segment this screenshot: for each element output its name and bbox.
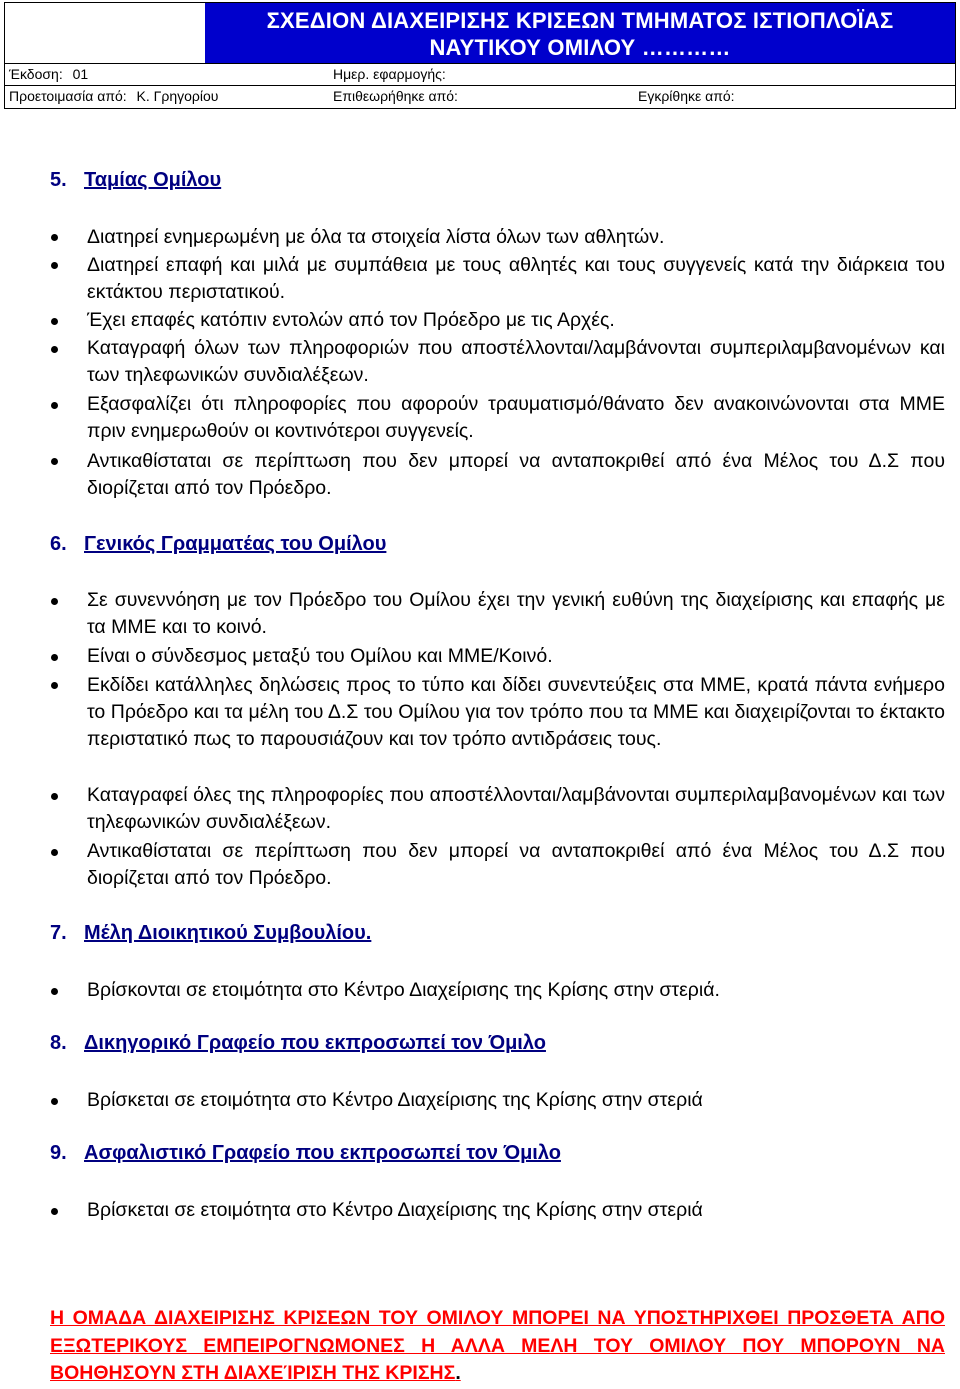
bullet-icon [51, 458, 58, 465]
section-number: 6. [50, 533, 67, 555]
bullet-icon [51, 793, 58, 800]
bullet-icon [51, 682, 58, 689]
section-heading-5 [50, 169, 221, 192]
prepared-cell [5, 86, 329, 108]
document-header [4, 2, 956, 109]
section-title: Ασφαλιστικό Γραφείο που εκπροσωπεί τον Όμιλο [84, 1142, 561, 1164]
bullet-icon [51, 654, 58, 661]
header-title-row [5, 3, 955, 64]
document-title-line1: ΣΧΕΔΙΟΝ ΔΙΑΧΕΙΡΙΣΗΣ ΚΡΙΣΕΩΝ ΤΜΗΜΑΤΟΣ ΙΣΤΙΟΠΛΟΪΑΣ [266, 8, 894, 33]
edition-label: Έκδοση: [9, 66, 63, 82]
section-title: Δικηγορικό Γραφείο που εκπροσωπεί τον Όμιλο [84, 1032, 546, 1054]
header-empty-cell [634, 64, 955, 85]
crisis-team-note-text: Η ΟΜΑΔΑ ΔΙΑΧΕΙΡΙΣΗΣ ΚΡΙΣΕΩΝ ΤΟΥ ΟΜΙΛΟΥ ΜΠΟΡΕΙ ΝΑ ΥΠΟΣΤΗΡΙΧΘΕΙ ΠΡΟΣΘΕΤΑ ΑΠΟ ΕΞΩΤΕΡΙΚΟΥΣ ΕΜΠΕΙΡΟΓΝΩΜΟΝΕΣ Η ΑΛΛΑ ΜΕΛΗ ΤΟΥ ΟΜΙΛΟΥ ΠΟΥ ΜΠΟΡΟΥΝ ΝΑ ΒΟΗΘΗΣΟΥΝ ΣΤΗ ΔΙΑΧΕΊΡΙΣΗ ΤΗΣ ΚΡΙΣΗΣ [50, 1307, 945, 1384]
list-item: Βρίσκεται σε ετοιμότητα στο Κέντρο Διαχείρισης της Κρίσης στην στεριά [87, 1199, 703, 1221]
bullet-icon [51, 1208, 58, 1215]
reviewed-label: Επιθεωρήθηκε από: [333, 88, 458, 104]
document-title-line2: ΝΑΥΤΙΚΟΥ ΟΜΙΛΟΥ ………… [429, 35, 731, 60]
list-item: Είναι ο σύνδεσμος μεταξύ του Ομίλου και ΜΜΕ/Κοινό. [87, 645, 553, 667]
prepared-value: Κ. Γρηγορίου [136, 88, 219, 104]
document-title [205, 3, 955, 63]
list-item: Διατηρεί επαφή και μιλά με συμπάθεια με τους αθλητές και τους συγγενείς κατά την διάρκεια του εκτάκτου περιστατικού. [87, 254, 945, 303]
bullet-icon [51, 598, 58, 605]
bullet-icon [51, 346, 58, 353]
bullet-icon [51, 402, 58, 409]
apply-date-cell [329, 64, 634, 85]
section-heading-9 [50, 1142, 561, 1165]
section-title: Ταμίας Ομίλου [84, 169, 222, 191]
bullet-icon [51, 1098, 58, 1105]
approved-label: Εγκρίθηκε από: [638, 88, 735, 104]
section-number: 9. [50, 1142, 67, 1164]
section-heading-6 [50, 533, 386, 556]
list-item: Διατηρεί ενημερωμένη με όλα τα στοιχεία λίστα όλων των αθλητών. [87, 226, 665, 248]
apply-date-label: Ημερ. εφαρμογής: [333, 66, 446, 82]
section-number: 5. [50, 169, 67, 191]
bullet-icon [51, 318, 58, 325]
section-heading-7 [50, 922, 371, 945]
crisis-team-note-period: . [455, 1362, 461, 1384]
list-item: Έχει επαφές κατόπιν εντολών από τον Πρόεδρο με τις Αρχές. [87, 309, 615, 331]
section-title: Μέλη Διοικητικού Συμβουλίου. [84, 922, 372, 944]
bullet-icon [51, 988, 58, 995]
section-heading-8 [50, 1032, 546, 1055]
list-item: Σε συνεννόηση με τον Πρόεδρο του Ομίλου έχει την γενική ευθύνη της διαχείρισης και επαφής με τα ΜΜΕ και το κοινό. [87, 589, 945, 638]
section-number: 7. [50, 922, 67, 944]
bullet-icon [51, 262, 58, 269]
section-number: 8. [50, 1032, 67, 1054]
reviewed-cell [329, 86, 634, 108]
crisis-team-note [50, 1305, 945, 1388]
list-item: Βρίσκονται σε ετοιμότητα στο Κέντρο Διαχείρισης της Κρίσης στην στεριά. [87, 979, 720, 1001]
list-item: Εξασφαλίζει ότι πληροφορίες που αφορούν τραυματισμό/θάνατο δεν ανακοινώνονται στα ΜΜΕ πριν ενημερωθούν οι κοντινότεροι συγγενείς. [87, 393, 945, 442]
edition-value: 01 [72, 66, 89, 82]
header-row-edition [5, 64, 955, 85]
list-item: Καταγραφεί όλες της πληροφορίες που αποστέλλονται/λαμβάνονται συμπεριλαμβανομένων και των τηλεφωνικών συνδιαλέξεων. [87, 784, 945, 833]
prepared-label: Προετοιμασία από: [9, 88, 127, 104]
list-item: Αντικαθίσταται σε περίπτωση που δεν μπορεί να ανταποκριθεί από ένα Μέλος του Δ.Σ που διορίζεται από τον Πρόεδρο. [87, 450, 945, 499]
header-row-approvals [5, 85, 955, 108]
list-item: Βρίσκεται σε ετοιμότητα στο Κέντρο Διαχείρισης της Κρίσης στην στεριά [87, 1089, 703, 1111]
section-title: Γενικός Γραμματέας του Ομίλου [84, 533, 387, 555]
header-title-spacer [5, 3, 205, 63]
list-item: Καταγραφή όλων των πληροφοριών που αποστέλλονται/λαμβάνονται συμπεριλαμβανομένων και των τηλεφωνικών συνδιαλέξεων. [87, 337, 945, 386]
approved-cell [634, 86, 955, 108]
bullet-icon [51, 234, 58, 241]
list-item: Αντικαθίσταται σε περίπτωση που δεν μπορεί να ανταποκριθεί από ένα Μέλος του Δ.Σ που διορίζεται από τον Πρόεδρο. [87, 840, 945, 889]
list-item: Εκδίδει κατάλληλες δηλώσεις προς το τύπο και δίδει συνεντεύξεις στα ΜΜΕ, κρατά πάντα ενήμερο το Πρόεδρο και τα μέλη του Δ.Σ του Ομίλου για τον τρόπο που τα ΜΜΕ και διαχειρίζονται το έκτακτο περιστατικό πως το παρουσιάζουν και τον τρόπο αντιδράσεις τους. [87, 674, 945, 750]
bullet-icon [51, 849, 58, 856]
edition-cell [5, 64, 329, 85]
